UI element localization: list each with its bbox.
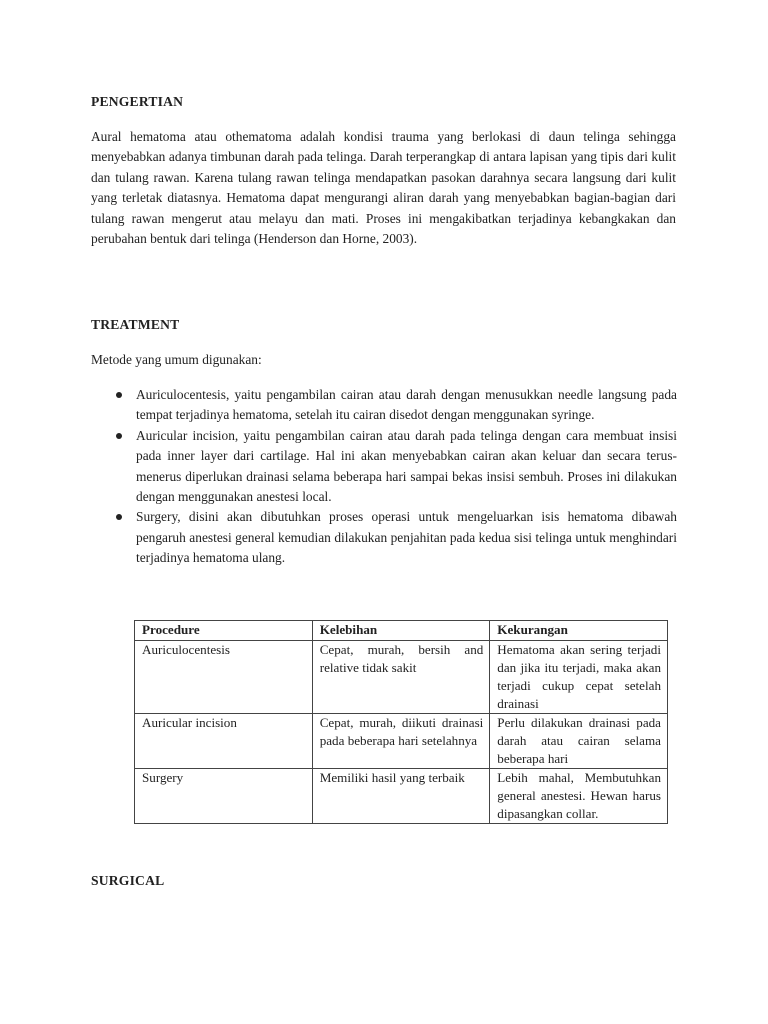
- section-title-pengertian: PENGERTIAN: [91, 94, 184, 109]
- list-item: [91, 507, 677, 568]
- procedure-comparison-table: [134, 620, 668, 824]
- cell-kekurangan: Lebih mahal, Membutuhkan general anestesi. Hewan harus dipasangkan collar.: [490, 769, 668, 824]
- pengertian-paragraph: Aural hematoma atau othematoma adalah kondisi trauma yang berlokasi di daun telinga sehingga menyebabkan adanya timbunan darah pada telinga. Darah terperangkap di antara lapisan yang tipis dari kulit dan tulang rawan. Karena tulang rawan telinga mendapatkan pasokan darahnya secara langsung dari kulit yang terletak diatasnya. Hematoma dapat mengurangi aliran darah yang menyebabkan bagian-bagian dari tulang rawan mengerut atau melayu dan mati. Proses ini mengakibatkan terjadinya kebangkakan dan perubahan bentuk dari telinga (Henderson dan Horne, 2003).: [91, 129, 676, 247]
- method-auriculocentesis: Auriculocentesis, yaitu pengambilan cairan atau darah dengan menusukkan needle langsung pada tempat terjadinya hematoma, setelah itu cairan disedot dengan menggunakan syringe.: [136, 387, 677, 423]
- bullet-icon: [116, 514, 122, 520]
- cell-kelebihan: Memiliki hasil yang terbaik: [312, 769, 490, 824]
- header-procedure: Procedure: [135, 621, 313, 641]
- bullet-icon: [116, 392, 122, 398]
- section-title-treatment: TREATMENT: [91, 317, 180, 332]
- cell-kekurangan: Perlu dilakukan drainasi pada darah atau cairan selama beberapa hari: [490, 714, 668, 769]
- list-item: [91, 426, 677, 508]
- treatment-method-list: [91, 385, 677, 569]
- method-auricular-incision: Auricular incision, yaitu pengambilan cairan atau darah pada telinga dengan cara membuat insisi pada inner layer dari cartilage. Hal ini akan menyebabkan cairan akan keluar dan secara terus-menerus diperlukan drainasi selama beberapa hari sampai bekas insisi sembuh. Proses ini dilakukan dengan menggunakan anestesi local.: [136, 427, 677, 505]
- table-row: [135, 714, 668, 769]
- cell-kelebihan: Cepat, murah, diikuti drainasi pada beberapa hari setelahnya: [312, 714, 490, 769]
- cell-procedure: Auriculocentesis: [135, 641, 313, 714]
- bullet-icon: [116, 433, 122, 439]
- table-header-row: [135, 621, 668, 641]
- list-item: [91, 385, 677, 426]
- header-kekurangan: Kekurangan: [490, 621, 668, 641]
- header-kelebihan: Kelebihan: [312, 621, 490, 641]
- treatment-intro: Metode yang umum digunakan:: [91, 352, 262, 367]
- cell-kelebihan: Cepat, murah, bersih and relative tidak sakit: [312, 641, 490, 714]
- table-row: [135, 769, 668, 824]
- cell-procedure: Surgery: [135, 769, 313, 824]
- method-surgery: Surgery, disini akan dibutuhkan proses operasi untuk mengeluarkan isis hematoma dibawah pengaruh anestesi general kemudian dilakukan penjahitan pada kedua sisi telinga untuk menghindari terjadinya hematoma ulang.: [136, 509, 677, 566]
- section-title-surgical: SURGICAL: [91, 873, 165, 888]
- cell-procedure: Auricular incision: [135, 714, 313, 769]
- table-row: [135, 641, 668, 714]
- cell-kekurangan: Hematoma akan sering terjadi dan jika itu terjadi, maka akan terjadi cukup cepat setelah drainasi: [490, 641, 668, 714]
